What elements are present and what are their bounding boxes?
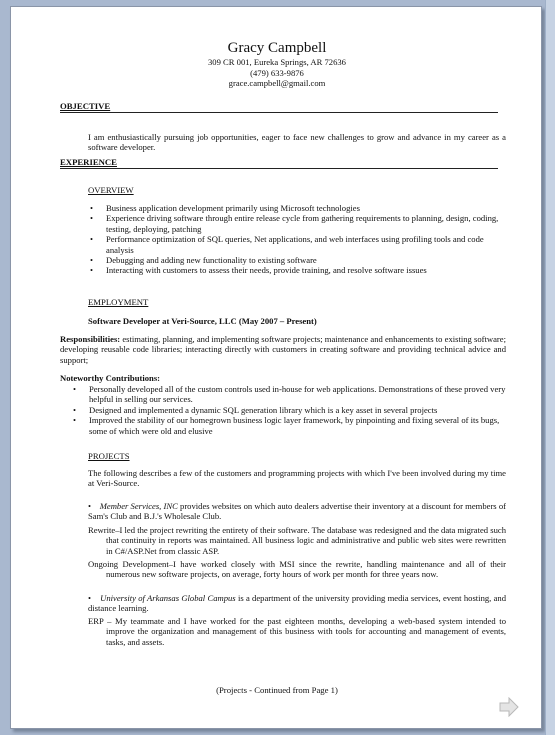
project-ongoing: Ongoing Development–I have worked closely with MSI since the rewrite, handling maintenance and all of their numerous new software projects, on average, forty hours of work per month for three years now. [88, 559, 506, 580]
project-name: University of Arkansas Global Campus [100, 593, 236, 603]
list-item: • Debugging and adding new functionality to existing software [88, 255, 506, 265]
bullet: • [88, 593, 101, 603]
list-item: • Interacting with customers to assess their needs, provide training, and resolve software issues [88, 265, 506, 275]
list-item: • Experience driving software through entire release cycle from gathering requirements to planning, design, coding, testing, deploying, patching [88, 213, 506, 234]
objective-text: I am enthusiastically pursuing job opportunities, eager to face new challenges to grow and advance in my career as a software developer. [88, 132, 506, 153]
project-rewrite: Rewrite–I led the project rewriting the entirety of their software. The database was redesigned and the data migrated such that continuity in reports was maintained. All business logic and administrative and public web sites were rewritten in C#/ASP.Net from classic ASP. [88, 525, 506, 556]
contact-block [11, 57, 543, 89]
project-desc: provides websites on which auto dealers advertise their inventory at a discount for members of Sam's Club and B.J.'s Wholesale Club. [88, 501, 506, 522]
project-erp: ERP – My teammate and I have worked for the past eighteen months, developing a web-based system intended to improve the organization and management of this business with tools for accounting and management of events, tasks, and assets. [88, 616, 506, 647]
list-item: • Personally developed all of the custom controls used in-house for web applications. Demonstrations of these proved very helpful in selling our services. [71, 384, 506, 405]
address: 309 CR 001, Eureka Springs, AR 72636 [208, 57, 346, 67]
contributions-label: Noteworthy Contributions: [60, 373, 161, 383]
responsibilities [60, 334, 506, 365]
phone: (479) 633-9876 [250, 67, 304, 78]
responsibilities-label: Responsibilities: [60, 334, 121, 344]
objective-heading: OBJECTIVE [60, 101, 498, 113]
list-item: • Performance optimization of SQL queries, Net applications, and web interfaces using profiling tools and code analysis [88, 234, 506, 255]
candidate-name: Gracy Campbell [227, 40, 327, 56]
projects-intro: The following describes a few of the customers and programming projects with which I've been involved during my time at Veri-Source. [88, 468, 506, 489]
responsibilities-text: estimating, planning, and implementing software projects; maintenance and enhancements to existing software; developing reusable code libraries; interacting directly with customers in creating software and providing technical advice and support; [60, 334, 506, 365]
continued-note: (Projects - Continued from Page 1) [216, 685, 338, 695]
bullet: • [88, 501, 100, 511]
experience-heading: EXPERIENCE [60, 157, 498, 169]
job-title: Software Developer at Veri-Source, LLC (May 2007 – Present) [88, 316, 317, 326]
project-desc: is a department of the university providing media services, event hosting, and distance learning. [88, 593, 507, 614]
projects-heading: PROJECTS [88, 451, 130, 461]
next-page-arrow-icon[interactable] [498, 697, 520, 717]
project-uark [88, 593, 506, 614]
list-item: • Designed and implemented a dynamic SQL generation library which is a key asset in several projects [71, 405, 506, 415]
document-page [10, 6, 542, 729]
overview-heading: OVERVIEW [88, 185, 134, 195]
project-member-services [88, 501, 506, 522]
employment-heading: EMPLOYMENT [88, 297, 149, 307]
overview-list [88, 203, 506, 276]
project-name: Member Services, INC [99, 501, 178, 511]
contributions-list [71, 384, 506, 436]
list-item: • Improved the stability of our homegrown business logic layer framework, by pinpointing and fixing several of its bugs, some of which were old and elusive [71, 415, 506, 436]
email: grace.campbell@gmail.com [228, 78, 326, 88]
list-item: • Business application development primarily using Microsoft technologies [88, 203, 506, 213]
vertical-scrollbar[interactable] [545, 0, 555, 735]
